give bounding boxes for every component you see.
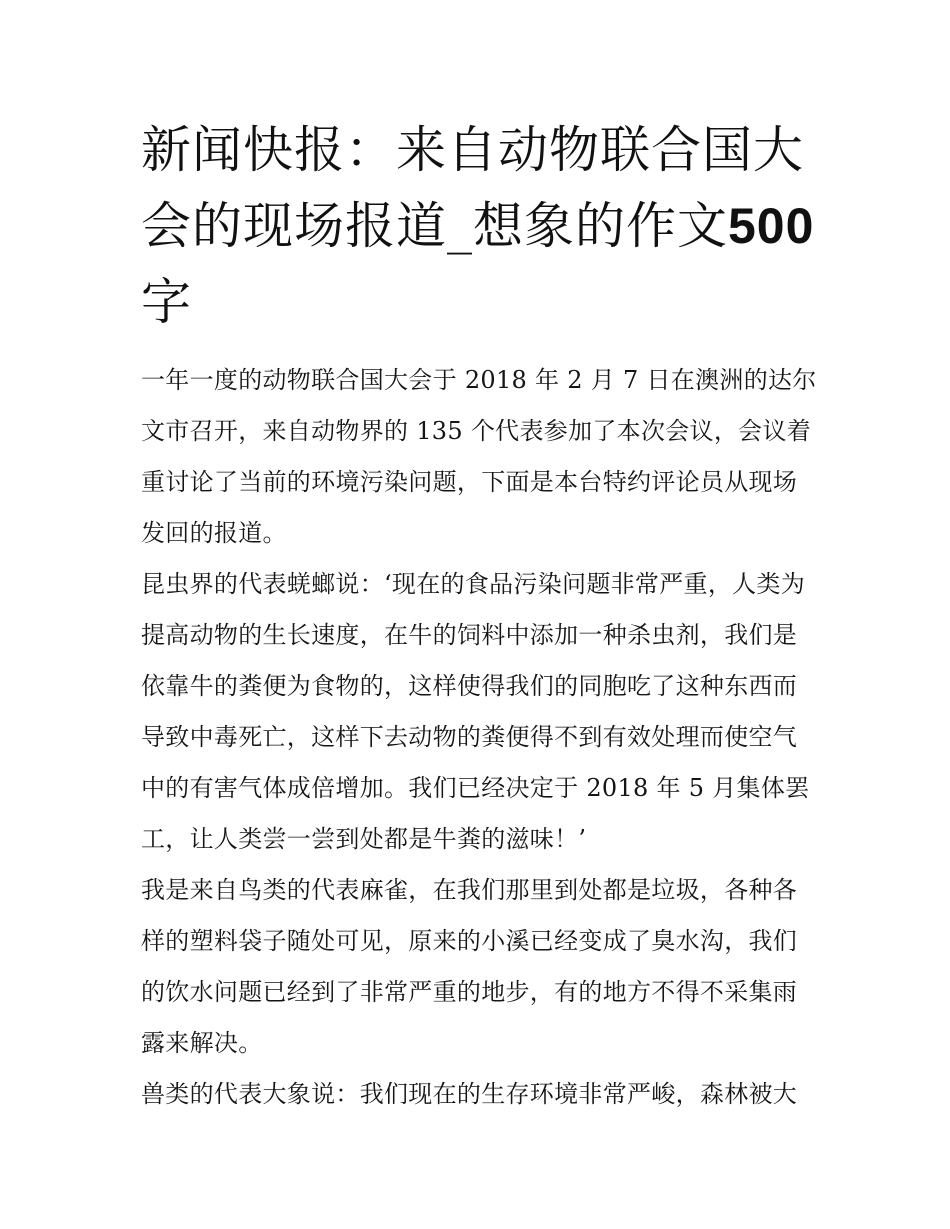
paragraph-beast-delegate: 兽类的代表大象说：我们现在的生存环境非常严峻，森林被大 [141, 1080, 798, 1108]
article-body [141, 355, 817, 1120]
title-text: 新闻快报：来自动物联合国大会的现场报道_想象的作文 [141, 121, 804, 255]
paragraph-intro: 一年一度的动物联合国大会于 2018 年 2 月 7 日在澳洲的达尔文市召开，来自动物界的 135 个代表参加了本次会议，会议着重讨论了当前的环境污染问题，下面是本台特约评论员从现场发回的报道。 [141, 366, 817, 547]
title-number: 500 [728, 198, 815, 254]
paragraph-insect-delegate: 昆虫界的代表蜣螂说：‘现在的食品污染问题非常严重，人类为提高动物的生长速度，在牛的饲料中添加一种杀虫剂，我们是依靠牛的粪便为食物的，这样使得我们的同胞吃了这种东西而导致中毒死亡，这样下去动物的粪便得不到有效处理而使空气中的有害气体成倍增加。我们已经决定于 2018 年 5 月集体罢工，让人类尝一尝到处都是牛粪的滋味！’ [141, 570, 810, 853]
paragraph-bird-delegate: 我是来自鸟类的代表麻雀，在我们那里到处都是垃圾，各种各样的塑料袋子随处可见，原来的小溪已经变成了臭水沟，我们的饮水问题已经到了非常严重的地步，有的地方不得不采集雨露来解决。 [141, 876, 798, 1057]
title-suffix: 字 [141, 273, 192, 331]
document-title [141, 112, 821, 340]
